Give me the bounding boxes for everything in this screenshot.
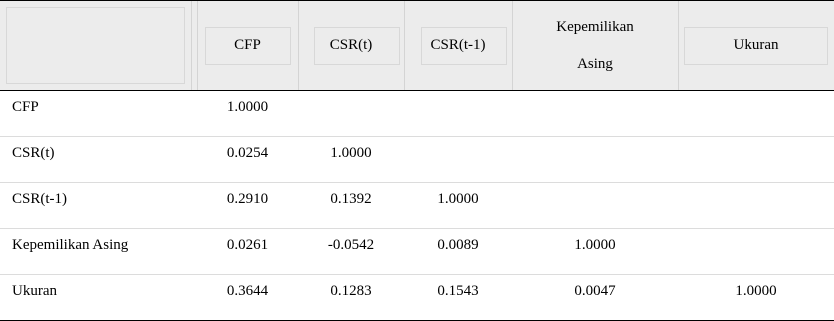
header-kepemilikan-line1: Kepemilikan xyxy=(556,18,634,35)
header-divider xyxy=(191,1,192,90)
table-cell: 1.0000 xyxy=(574,237,616,253)
table-cell: -0.0542 xyxy=(327,237,375,253)
table-cell: 0.1392 xyxy=(330,191,372,207)
table-cell: 0.1543 xyxy=(437,283,479,299)
row-label: CSR(t) xyxy=(12,145,55,161)
table-cell: 1.0000 xyxy=(226,99,269,115)
table-cell xyxy=(678,223,834,268)
table-cell: 0.1283 xyxy=(330,283,372,299)
table-cell xyxy=(512,177,678,222)
table-cell xyxy=(678,131,834,176)
header-csr-t: CSR(t) xyxy=(298,1,404,90)
row-label: CSR(t-1) xyxy=(12,191,68,207)
table-cell xyxy=(512,131,678,176)
table-cell: 0.0047 xyxy=(574,283,616,299)
table-cell xyxy=(404,85,512,130)
header-kepemilikan-asing xyxy=(512,1,678,90)
header-csr-t-1: CSR(t-1) xyxy=(404,1,512,90)
table-cell xyxy=(298,85,404,130)
header-ukuran: Ukuran xyxy=(678,1,834,90)
table-cell: 0.0254 xyxy=(226,145,269,161)
table-row xyxy=(0,275,834,321)
row-label: Kepemilikan Asing xyxy=(12,237,129,253)
table-cell: 0.2910 xyxy=(226,191,269,207)
table-cell: 1.0000 xyxy=(437,191,479,207)
table-cell xyxy=(512,85,678,130)
table-cell: 1.0000 xyxy=(330,145,372,161)
table-cell: 0.0261 xyxy=(226,237,269,253)
row-label: CFP xyxy=(12,99,39,115)
table-cell: 0.3644 xyxy=(226,283,269,299)
table-cell: 0.0089 xyxy=(437,237,479,253)
row-label: Ukuran xyxy=(12,283,57,299)
header-cfp: CFP xyxy=(197,1,298,90)
table-cell: 1.0000 xyxy=(735,283,777,299)
table-cell xyxy=(678,85,834,130)
header-kepemilikan-line2: Asing xyxy=(577,55,613,72)
table-cell xyxy=(404,131,512,176)
header-empty-cell xyxy=(0,1,191,90)
table-cell xyxy=(678,177,834,222)
table-header xyxy=(0,0,834,91)
